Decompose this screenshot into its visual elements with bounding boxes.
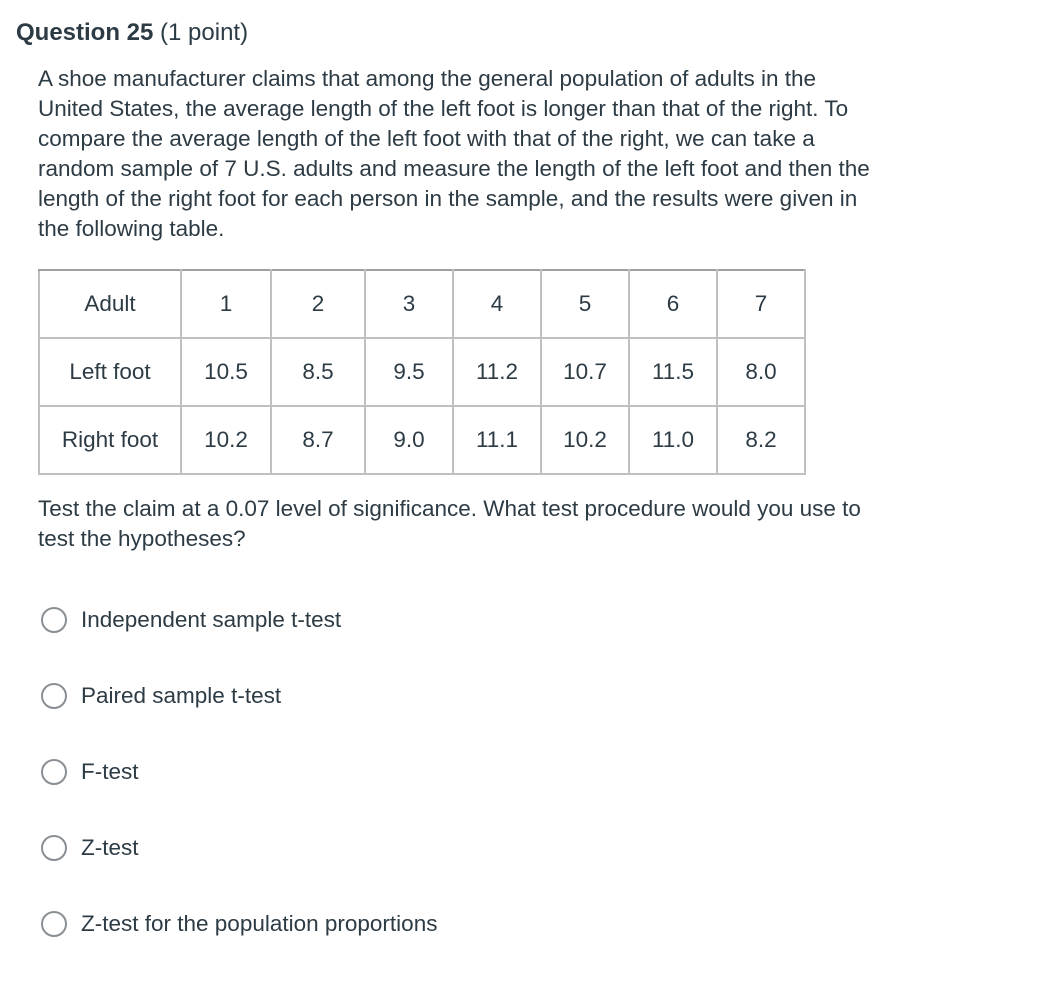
radio-button[interactable] — [41, 911, 67, 937]
question-prompt — [38, 494, 998, 554]
table-cell: 8.0 — [717, 338, 805, 406]
table-cell: 5 — [541, 270, 629, 338]
question-body-line: United States, the average length of the left foot is longer than that of the right. To — [38, 96, 849, 121]
question-body-line: length of the right foot for each person in the sample, and the results were given in — [38, 186, 858, 211]
table-cell: 11.2 — [453, 338, 541, 406]
answer-option-independent-t[interactable] — [41, 603, 437, 637]
table-cell: 4 — [453, 270, 541, 338]
table-cell: 9.5 — [365, 338, 453, 406]
question-body-line: the following table. — [38, 216, 225, 241]
answer-label: Z-test for the population proportions — [81, 911, 438, 936]
radio-button[interactable] — [41, 683, 67, 709]
table-cell: 10.2 — [541, 406, 629, 474]
answer-option-paired-t[interactable] — [41, 679, 437, 713]
table-cell: 11.0 — [629, 406, 717, 474]
question-body-line: compare the average length of the left foot with that of the right, we can take a — [38, 126, 815, 151]
question-number: Question 25 — [16, 19, 154, 46]
question-body-line: random sample of 7 U.S. adults and measure the length of the left foot and then the — [38, 156, 870, 181]
question-points: (1 point) — [160, 19, 249, 46]
question-body — [38, 64, 998, 244]
table-cell: 11.1 — [453, 406, 541, 474]
answer-label: Paired sample t-test — [81, 683, 282, 708]
radio-button[interactable] — [41, 607, 67, 633]
answer-option-z-test[interactable] — [41, 831, 437, 865]
table-cell: 3 — [365, 270, 453, 338]
table-row — [39, 338, 805, 406]
table-row-header: Adult — [39, 270, 181, 338]
table-row — [39, 270, 805, 338]
table-cell: 6 — [629, 270, 717, 338]
answer-option-z-test-proportions[interactable] — [41, 907, 437, 941]
table-cell: 1 — [181, 270, 271, 338]
table-cell: 10.7 — [541, 338, 629, 406]
question-prompt-line: test the hypotheses? — [38, 526, 246, 551]
answer-label: Z-test — [81, 835, 139, 860]
radio-button[interactable] — [41, 759, 67, 785]
table-cell: 10.5 — [181, 338, 271, 406]
answer-options — [41, 603, 437, 983]
answer-label: Independent sample t-test — [81, 607, 342, 632]
table-row-header: Right foot — [39, 406, 181, 474]
table-cell: 8.5 — [271, 338, 365, 406]
table-cell: 11.5 — [629, 338, 717, 406]
radio-button[interactable] — [41, 835, 67, 861]
question-prompt-line: Test the claim at a 0.07 level of significance. What test procedure would you use to — [38, 496, 861, 521]
table-row — [39, 406, 805, 474]
table-row-header: Left foot — [39, 338, 181, 406]
question-header — [16, 16, 248, 50]
table-cell: 8.2 — [717, 406, 805, 474]
table-cell: 2 — [271, 270, 365, 338]
table-cell: 7 — [717, 270, 805, 338]
table-cell: 9.0 — [365, 406, 453, 474]
answer-option-f-test[interactable] — [41, 755, 437, 789]
table-cell: 8.7 — [271, 406, 365, 474]
table-cell: 10.2 — [181, 406, 271, 474]
foot-length-table — [38, 269, 806, 475]
question-body-line: A shoe manufacturer claims that among the general population of adults in the — [38, 66, 816, 91]
answer-label: F-test — [81, 759, 139, 784]
